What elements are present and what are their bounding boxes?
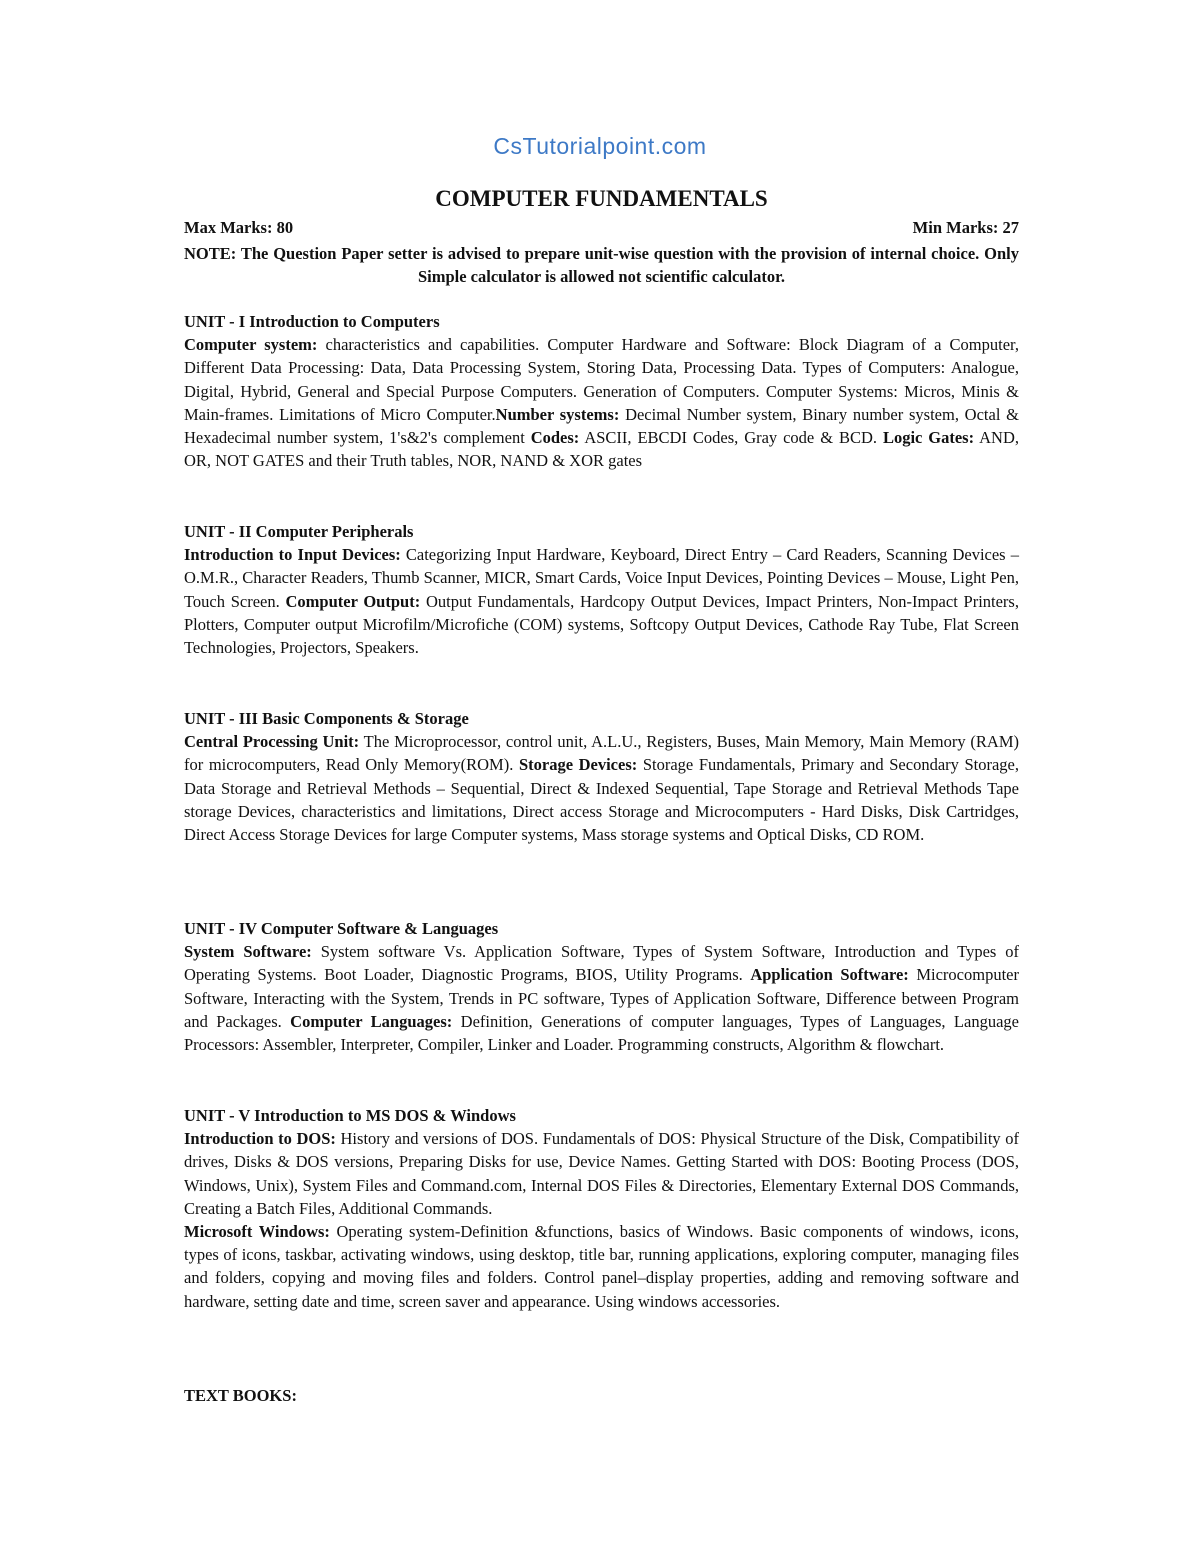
topic-label: Computer Languages: (290, 1011, 453, 1031)
unit-heading: UNIT - II Computer Peripherals (184, 522, 414, 541)
topic-text: characteristics and capabilities. Computer Hardware and Software: Block Diagram of a Computer, Different Data Processing: Data, Data Processing System, Storing Data, Processing Data. Types of Computers: Analogue, Digital, Hybrid, General and Special Purpose Computers. Generation of Computers. Computer Systems: Micros, Minis & Main-frames. Limitations of Micro Computer. (184, 335, 1019, 424)
unit-5 (184, 1104, 1019, 1313)
topic-label: Computer Output: (285, 591, 421, 611)
topic-text: Decimal Number system, Binary number system, Octal & Hexadecimal number system, 1's&2's complement (184, 404, 1019, 448)
topic-label: Introduction to DOS: (184, 1129, 336, 1149)
text-books-heading: TEXT BOOKS: (184, 1386, 297, 1405)
topic-text: Categorizing Input Hardware, Keyboard, Direct Entry – Card Readers, Scanning Devices – O.M.R., Character Readers, Thumb Scanner, MICR, Smart Cards, Voice Input Devices, Pointing Devices – Mouse, Light Pen, Touch Screen. (184, 545, 1019, 611)
topic-label: Logic Gates: (882, 428, 975, 448)
topic-label: Microsoft Windows: (184, 1222, 330, 1242)
unit-1 (184, 310, 1019, 472)
unit-heading: UNIT - IV Computer Software & Languages (184, 919, 499, 938)
max-marks: Max Marks: 80 (184, 218, 294, 237)
unit-2 (184, 520, 1019, 659)
unit-body (184, 730, 1019, 846)
topic-text: The Microprocessor, control unit, A.L.U., Registers, Buses, Main Memory, Main Memory (RAM) for microcomputers, Read Only Memory(ROM). (184, 732, 1020, 775)
marks-row (184, 218, 1019, 238)
unit-body (184, 543, 1019, 659)
topic-text: History and versions of DOS. Fundamentals of DOS: Physical Structure of the Disk, Compatibility of drives, Disks & DOS versions, Preparing Disks for use, Device Names. Getting Started with DOS: Booting Process (DOS, Windows, Unix), System Files and Command.com, Internal DOS Files & Directories, Elementary External DOS Commands, Creating a Batch Files, Additional Commands. (184, 1129, 1020, 1218)
topic-text: Output Fundamentals, Hardcopy Output Devices, Impact Printers, Non-Impact Printers, Plotters, Computer output Microfilm/Microfiche (COM) systems, Softcopy Output Devices, Cathode Ray Tube, Flat Screen Technologies, Projectors, Speakers. (184, 591, 1019, 658)
unit-body (184, 940, 1019, 1056)
topic-label: Computer system: (184, 335, 318, 355)
topic-text: Operating system-Definition &functions, basics of Windows. Basic components of windows, icons, types of icons, taskbar, activating windows, using desktop, title bar, running applications, exploring computer, managing files and folders, copying and moving files and folders. Control panel–display properties, adding and removing software and hardware, setting date and time, screen saver and appearance. Using windows accessories. (184, 1222, 1020, 1311)
exam-note: NOTE: The Question Paper setter is advised to prepare unit-wise question with the provision of internal choice. Only Simple calculator is allowed not scientific calculator. (184, 244, 1019, 286)
topic-label: Number systems: (495, 404, 620, 424)
unit-body (184, 333, 1019, 472)
topic-text: Microcomputer Software, Interacting with the System, Trends in PC software, Types of Application Software, Difference between Program and Packages. (184, 965, 1019, 1031)
site-brand: CsTutorialpoint.com (493, 133, 707, 159)
topic-label: Introduction to Input Devices: (184, 545, 401, 565)
topic-text: Storage Fundamentals, Primary and Secondary Storage, Data Storage and Retrieval Methods – Sequential, Direct & Indexed Sequential, Tape Storage and Retrieval Methods Tape storage Devices, characteristics and limitations, Direct access Storage and Microcomputers - Hard Disks, Disk Cartridges, Direct Access Storage Devices for large Computer systems, Mass storage systems and Optical Disks, CD ROM. (184, 755, 1020, 845)
unit-4 (184, 917, 1019, 1056)
unit-body (184, 1127, 1019, 1313)
unit-heading: UNIT - I Introduction to Computers (184, 312, 440, 331)
page-title: COMPUTER FUNDAMENTALS (435, 186, 768, 211)
topic-label: Application Software: (750, 965, 909, 985)
topic-text: ASCII, EBCDI Codes, Gray code & BCD. (579, 428, 883, 448)
min-marks: Min Marks: 27 (912, 218, 1019, 237)
topic-text: Definition, Generations of computer languages, Types of Languages, Language Processors: Assembler, Interpreter, Compiler, Linker and Loader. Programming constructs, Algorithm & flowchart. (184, 1011, 1019, 1055)
unit-heading: UNIT - III Basic Components & Storage (184, 709, 469, 728)
unit-heading: UNIT - V Introduction to MS DOS & Windows (184, 1106, 516, 1125)
topic-label: Storage Devices: (518, 755, 638, 775)
topic-text: System software Vs. Application Software, Types of System Software, Introduction and Types of Operating Systems. Boot Loader, Diagnostic Programs, BIOS, Utility Programs. (184, 942, 1019, 985)
topic-label: Central Processing Unit: (184, 732, 360, 752)
topic-text: AND, OR, NOT GATES and their Truth tables, NOR, NAND & XOR gates (184, 428, 1019, 471)
unit-3 (184, 707, 1019, 846)
topic-label: System Software: (184, 942, 312, 962)
topic-label: Codes: (530, 428, 580, 448)
